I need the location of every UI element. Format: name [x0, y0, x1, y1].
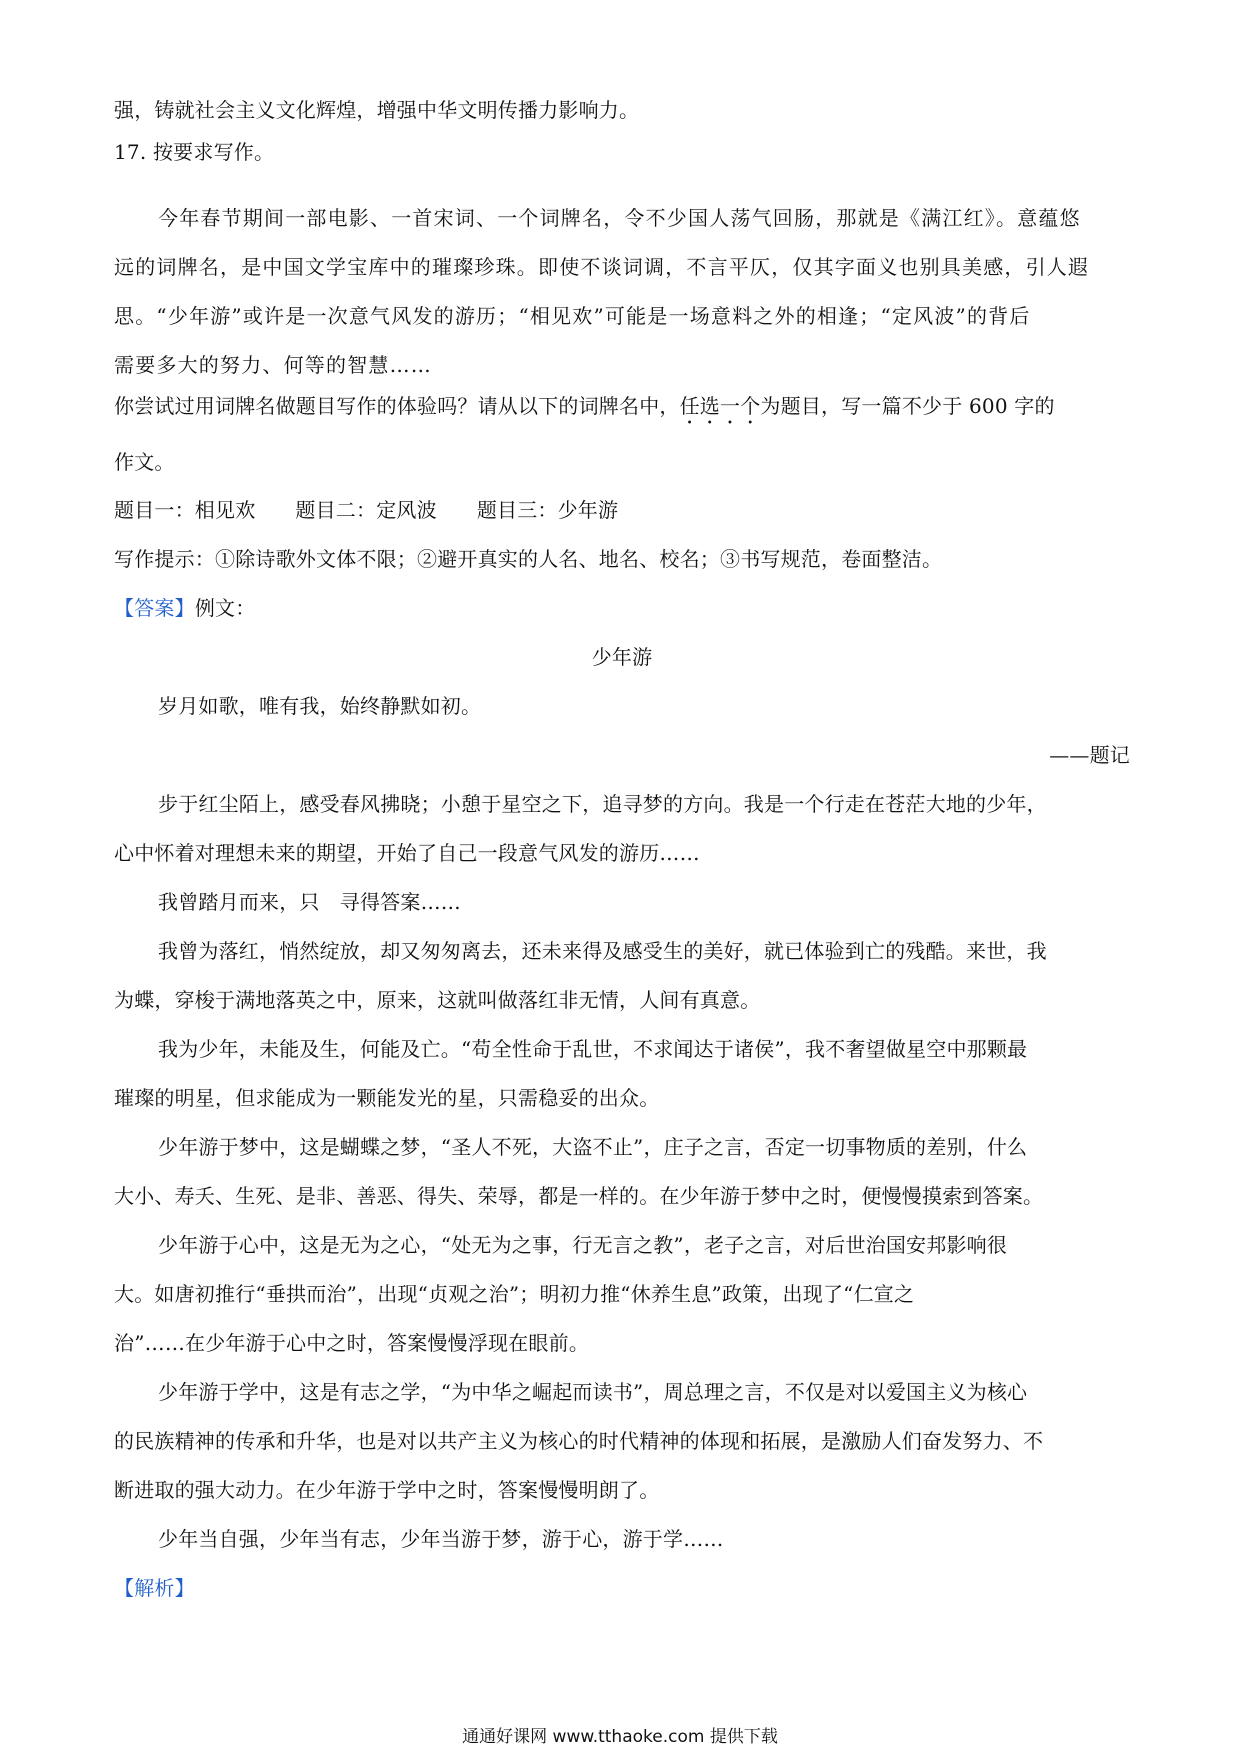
topic-option-3: 题目三：少年游 — [476, 498, 619, 522]
essay-paragraph-line: 心中怀着对理想未来的期望，开始了自己一段意气风发的游历…… — [114, 841, 700, 865]
prompt-line: 远的词牌名，是中国文学宝库中的璀璨珍珠。即使不谈词调，不言平仄，仅其字面义也别具美感，引人遐 — [114, 255, 1090, 279]
page-footer: 通通好课网 www.tthaoke.com 提供下载 — [462, 1727, 778, 1747]
emphasized-text: 任选一个 — [679, 394, 761, 418]
essay-epigraph: 岁月如歌，唯有我，始终静默如初。 — [158, 694, 482, 718]
prompt-instruction — [114, 392, 1130, 429]
essay-paragraph-line: 少年游于学中，这是有志之学，“为中华之崛起而读书”，周总理之言，不仅是对以爱国主义为核心 — [158, 1380, 1028, 1404]
essay-paragraph-line: 少年游于心中，这是无为之心，“处无为之事，行无言之教”，老子之言，对后世治国安邦影响很 — [158, 1233, 1008, 1257]
question-heading: 17. 按要求写作。 — [114, 140, 275, 164]
essay-paragraph-line: 为蝶，穿梭于满地落英之中，原来，这就叫做落红非无情，人间有真意。 — [114, 988, 761, 1012]
essay-paragraph-line: 的民族精神的传承和升华，也是对以共产主义为核心的时代精神的体现和拓展，是激励人们奋发努力、不 — [114, 1429, 1044, 1453]
essay-paragraph-line: 我为少年，未能及生，何能及亡。“苟全性命于乱世，不求闻达于诸侯”，我不奢望做星空中那颗最 — [158, 1037, 1028, 1061]
prompt-line: 思。“少年游”或许是一次意气风发的游历；“相见欢”可能是一场意料之外的相逢；“定风波”的背后 — [114, 304, 1031, 328]
topic-option-2: 题目二：定风波 — [295, 498, 437, 522]
essay-paragraph-line: 大小、寿夭、生死、是非、善恶、得失、荣辱，都是一样的。在少年游于梦中之时，便慢慢摸索到答案。 — [114, 1184, 1044, 1208]
essay-title: 少年游 — [591, 645, 653, 669]
answer-tag: 【答案】 — [114, 596, 195, 620]
essay-paragraph-line: 大。如唐初推行“垂拱而治”，出现“贞观之治”；明初力推“休养生息”政策，出现了“仁宣之 — [114, 1282, 915, 1306]
topic-options — [114, 496, 1130, 524]
prompt-line: 需要多大的努力、何等的智慧…… — [114, 353, 432, 377]
essay-paragraph-line: 我曾为落红，悄然绽放，却又匆匆离去，还未来得及感受生的美好，就已体验到亡的残酷。来世，我 — [158, 939, 1047, 963]
instruction-part: 你尝试过用词牌名做题目写作的体验吗？请从以下的词牌名中， — [114, 394, 680, 418]
essay-paragraph-line: 璀璨的明星，但求能成为一颗能发光的星，只需稳妥的出众。 — [114, 1086, 660, 1110]
topic-option-1: 题目一：相见欢 — [114, 498, 256, 522]
epigraph-attribution: ——题记 — [1049, 743, 1130, 767]
text-line: 强，铸就社会主义文化辉煌，增强中华文明传播力影响力。 — [114, 98, 640, 122]
instruction-part: 为题目，写一篇不少于 600 字的 — [760, 394, 1055, 418]
prompt-line: 今年春节期间一部电影、一首宋词、一个词牌名，令不少国人荡气回肠，那就是《满江红》。意蕴悠 — [158, 206, 1081, 230]
text-line: 作文。 — [114, 450, 175, 474]
essay-paragraph-line: 少年当自强，少年当有志，少年当游于梦，游于心，游于学…… — [158, 1527, 724, 1551]
answer-label: 例文： — [194, 596, 256, 620]
essay-paragraph-line: 我曾踏月而来，只 寻得答案…… — [158, 890, 461, 914]
essay-paragraph-line: 治”……在少年游于心中之时，答案慢慢浮现在眼前。 — [114, 1331, 590, 1355]
analysis-tag: 【解析】 — [114, 1576, 195, 1600]
answer-header — [114, 594, 1130, 622]
writing-tips: 写作提示：①除诗歌外文体不限；②避开真实的人名、地名、校名；③书写规范，卷面整洁。 — [114, 547, 943, 571]
essay-paragraph-line: 少年游于梦中，这是蝴蝶之梦，“圣人不死，大盗不止”，庄子之言，否定一切事物质的差别，什么 — [158, 1135, 1028, 1159]
essay-paragraph-line: 步于红尘陌上，感受春风拂晓；小憩于星空之下，追寻梦的方向。我是一个行走在苍茫大地的少年， — [158, 792, 1047, 816]
essay-paragraph-line: 断进取的强大动力。在少年游于学中之时，答案慢慢明朗了。 — [114, 1478, 660, 1502]
